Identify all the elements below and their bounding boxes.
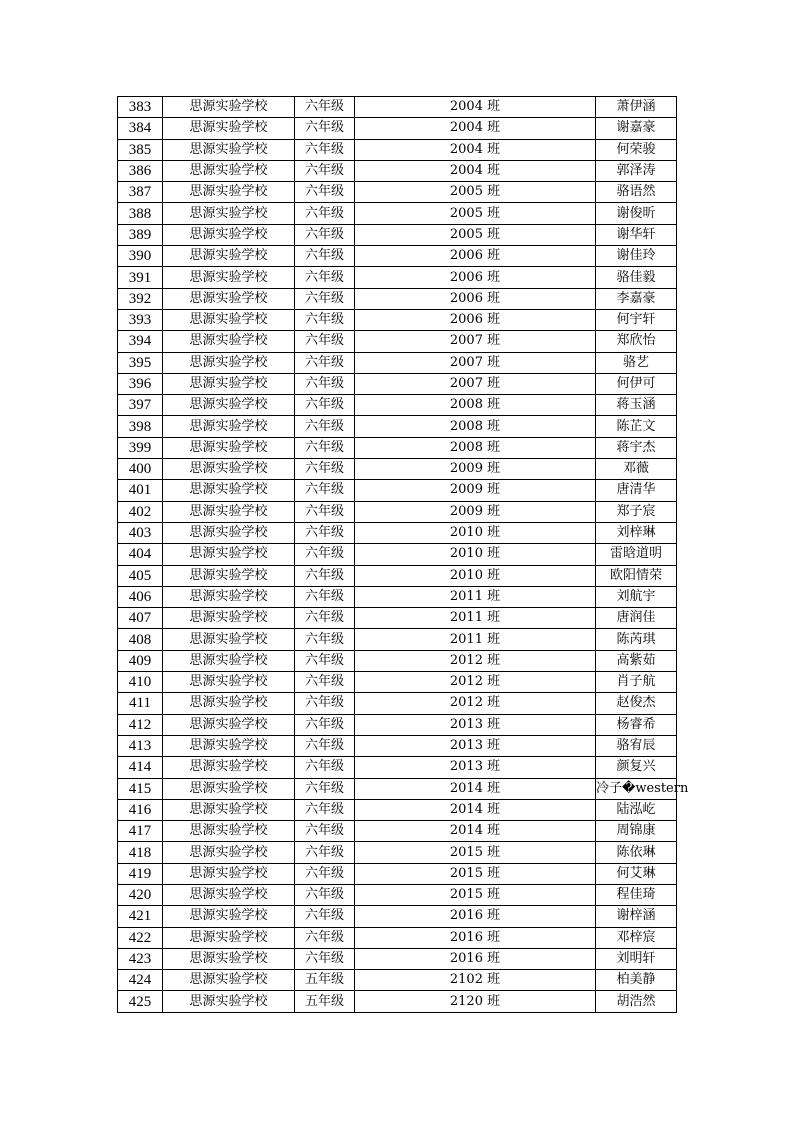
- grade-cell: 六年级: [295, 629, 355, 650]
- class-cell: 2014 班: [355, 821, 596, 842]
- grade-cell: 六年级: [295, 288, 355, 309]
- table-row: [118, 842, 677, 863]
- table-row: [118, 139, 677, 160]
- table-row: [118, 714, 677, 735]
- school-cell: 思源实验学校: [163, 459, 295, 480]
- table-row: [118, 97, 677, 118]
- student-name-cell: 骆艺: [596, 352, 677, 373]
- grade-cell: 六年级: [295, 118, 355, 139]
- student-name-cell: 何荣骏: [596, 139, 677, 160]
- table-row: [118, 373, 677, 394]
- grade-cell: 五年级: [295, 991, 355, 1012]
- school-cell: 思源实验学校: [163, 395, 295, 416]
- table-row: [118, 821, 677, 842]
- grade-cell: 六年级: [295, 586, 355, 607]
- student-name-cell: 谢佳玲: [596, 246, 677, 267]
- grade-cell: 六年级: [295, 927, 355, 948]
- class-cell: 2010 班: [355, 544, 596, 565]
- school-cell: 思源实验学校: [163, 778, 295, 799]
- student-name-cell: 冷子�western: [596, 778, 677, 799]
- table-row: [118, 672, 677, 693]
- table-row: [118, 565, 677, 586]
- class-cell: 2013 班: [355, 757, 596, 778]
- student-name-cell: 骆语然: [596, 182, 677, 203]
- class-cell: 2014 班: [355, 799, 596, 820]
- school-cell: 思源实验学校: [163, 331, 295, 352]
- row-number-cell: 392: [118, 288, 163, 309]
- grade-cell: 六年级: [295, 480, 355, 501]
- class-cell: 2009 班: [355, 501, 596, 522]
- row-number-cell: 405: [118, 565, 163, 586]
- school-cell: 思源实验学校: [163, 970, 295, 991]
- grade-cell: 六年级: [295, 331, 355, 352]
- grade-cell: 六年级: [295, 778, 355, 799]
- row-number-cell: 409: [118, 650, 163, 671]
- class-cell: 2011 班: [355, 586, 596, 607]
- school-cell: 思源实验学校: [163, 182, 295, 203]
- row-number-cell: 403: [118, 522, 163, 543]
- school-cell: 思源实验学校: [163, 544, 295, 565]
- table-row: [118, 757, 677, 778]
- school-cell: 思源实验学校: [163, 906, 295, 927]
- table-row: [118, 629, 677, 650]
- student-name-cell: 陈依琳: [596, 842, 677, 863]
- row-number-cell: 400: [118, 459, 163, 480]
- grade-cell: 六年级: [295, 821, 355, 842]
- school-cell: 思源实验学校: [163, 160, 295, 181]
- table-row: [118, 927, 677, 948]
- student-name-cell: 柏美静: [596, 970, 677, 991]
- school-cell: 思源实验学校: [163, 437, 295, 458]
- class-cell: 2016 班: [355, 948, 596, 969]
- class-cell: 2120 班: [355, 991, 596, 1012]
- class-cell: 2006 班: [355, 288, 596, 309]
- student-name-cell: 刘梓琳: [596, 522, 677, 543]
- student-name-cell: 谢俊昕: [596, 203, 677, 224]
- class-cell: 2011 班: [355, 629, 596, 650]
- row-number-cell: 388: [118, 203, 163, 224]
- table-row: [118, 309, 677, 330]
- class-cell: 2008 班: [355, 437, 596, 458]
- grade-cell: 六年级: [295, 267, 355, 288]
- table-row: [118, 544, 677, 565]
- class-cell: 2010 班: [355, 522, 596, 543]
- row-number-cell: 390: [118, 246, 163, 267]
- student-name-cell: 陈芮琪: [596, 629, 677, 650]
- school-cell: 思源实验学校: [163, 97, 295, 118]
- row-number-cell: 401: [118, 480, 163, 501]
- school-cell: 思源实验学校: [163, 373, 295, 394]
- student-name-cell: 赵俊杰: [596, 693, 677, 714]
- class-cell: 2016 班: [355, 906, 596, 927]
- class-cell: 2012 班: [355, 693, 596, 714]
- row-number-cell: 422: [118, 927, 163, 948]
- row-number-cell: 415: [118, 778, 163, 799]
- student-name-cell: 李嘉豪: [596, 288, 677, 309]
- school-cell: 思源实验学校: [163, 757, 295, 778]
- table-row: [118, 735, 677, 756]
- grade-cell: 六年级: [295, 139, 355, 160]
- student-name-cell: 郭泽涛: [596, 160, 677, 181]
- school-cell: 思源实验学校: [163, 629, 295, 650]
- grade-cell: 六年级: [295, 437, 355, 458]
- class-cell: 2004 班: [355, 97, 596, 118]
- table-row: [118, 586, 677, 607]
- row-number-cell: 410: [118, 672, 163, 693]
- row-number-cell: 384: [118, 118, 163, 139]
- student-name-cell: 何艾琳: [596, 863, 677, 884]
- school-cell: 思源实验学校: [163, 267, 295, 288]
- row-number-cell: 407: [118, 608, 163, 629]
- class-cell: 2015 班: [355, 884, 596, 905]
- class-cell: 2007 班: [355, 373, 596, 394]
- class-cell: 2008 班: [355, 395, 596, 416]
- student-name-cell: 萧伊涵: [596, 97, 677, 118]
- row-number-cell: 418: [118, 842, 163, 863]
- row-number-cell: 421: [118, 906, 163, 927]
- student-name-cell: 程佳琦: [596, 884, 677, 905]
- table-row: [118, 970, 677, 991]
- row-number-cell: 406: [118, 586, 163, 607]
- grade-cell: 六年级: [295, 459, 355, 480]
- school-cell: 思源实验学校: [163, 586, 295, 607]
- row-number-cell: 386: [118, 160, 163, 181]
- grade-cell: 五年级: [295, 970, 355, 991]
- student-name-cell: 颜复兴: [596, 757, 677, 778]
- school-cell: 思源实验学校: [163, 203, 295, 224]
- class-cell: 2010 班: [355, 565, 596, 586]
- grade-cell: 六年级: [295, 97, 355, 118]
- grade-cell: 六年级: [295, 224, 355, 245]
- school-cell: 思源实验学校: [163, 650, 295, 671]
- row-number-cell: 425: [118, 991, 163, 1012]
- table-row: [118, 650, 677, 671]
- class-cell: 2008 班: [355, 416, 596, 437]
- class-cell: 2004 班: [355, 160, 596, 181]
- row-number-cell: 417: [118, 821, 163, 842]
- table-row: [118, 863, 677, 884]
- row-number-cell: 391: [118, 267, 163, 288]
- grade-cell: 六年级: [295, 309, 355, 330]
- student-name-cell: 唐润佳: [596, 608, 677, 629]
- student-name-cell: 刘航宇: [596, 586, 677, 607]
- class-cell: 2007 班: [355, 352, 596, 373]
- school-cell: 思源实验学校: [163, 501, 295, 522]
- school-cell: 思源实验学校: [163, 608, 295, 629]
- table-row: [118, 991, 677, 1012]
- row-number-cell: 423: [118, 948, 163, 969]
- school-cell: 思源实验学校: [163, 309, 295, 330]
- student-name-cell: 邓薇: [596, 459, 677, 480]
- table-row: [118, 182, 677, 203]
- class-cell: 2013 班: [355, 714, 596, 735]
- grade-cell: 六年级: [295, 373, 355, 394]
- grade-cell: 六年级: [295, 246, 355, 267]
- student-name-cell: 邓梓宸: [596, 927, 677, 948]
- class-cell: 2014 班: [355, 778, 596, 799]
- school-cell: 思源实验学校: [163, 565, 295, 586]
- class-cell: 2009 班: [355, 459, 596, 480]
- table-row: [118, 395, 677, 416]
- student-name-cell: 雷晗道明: [596, 544, 677, 565]
- grade-cell: 六年级: [295, 395, 355, 416]
- row-number-cell: 424: [118, 970, 163, 991]
- school-cell: 思源实验学校: [163, 672, 295, 693]
- row-number-cell: 411: [118, 693, 163, 714]
- table-row: [118, 906, 677, 927]
- row-number-cell: 383: [118, 97, 163, 118]
- grade-cell: 六年级: [295, 735, 355, 756]
- table-row: [118, 693, 677, 714]
- school-cell: 思源实验学校: [163, 927, 295, 948]
- student-name-cell: 胡浩然: [596, 991, 677, 1012]
- grade-cell: 六年级: [295, 501, 355, 522]
- student-name-cell: 谢嘉豪: [596, 118, 677, 139]
- grade-cell: 六年级: [295, 672, 355, 693]
- school-cell: 思源实验学校: [163, 884, 295, 905]
- student-name-cell: 郑欣怡: [596, 331, 677, 352]
- grade-cell: 六年级: [295, 160, 355, 181]
- row-number-cell: 419: [118, 863, 163, 884]
- row-number-cell: 387: [118, 182, 163, 203]
- student-name-cell: 肖子航: [596, 672, 677, 693]
- row-number-cell: 399: [118, 437, 163, 458]
- row-number-cell: 413: [118, 735, 163, 756]
- grade-cell: 六年级: [295, 203, 355, 224]
- school-cell: 思源实验学校: [163, 821, 295, 842]
- row-number-cell: 389: [118, 224, 163, 245]
- school-cell: 思源实验学校: [163, 139, 295, 160]
- row-number-cell: 420: [118, 884, 163, 905]
- school-cell: 思源实验学校: [163, 842, 295, 863]
- student-table: [117, 96, 689, 1013]
- class-cell: 2009 班: [355, 480, 596, 501]
- row-number-cell: 397: [118, 395, 163, 416]
- class-cell: 2016 班: [355, 927, 596, 948]
- table-row: [118, 118, 677, 139]
- class-cell: 2102 班: [355, 970, 596, 991]
- school-cell: 思源实验学校: [163, 352, 295, 373]
- table-row: [118, 160, 677, 181]
- student-name-cell: 蒋宇杰: [596, 437, 677, 458]
- student-list-sheet: [117, 96, 689, 1013]
- school-cell: 思源实验学校: [163, 948, 295, 969]
- table-row: [118, 522, 677, 543]
- student-name-cell: 刘明轩: [596, 948, 677, 969]
- school-cell: 思源实验学校: [163, 288, 295, 309]
- table-row: [118, 224, 677, 245]
- school-cell: 思源实验学校: [163, 480, 295, 501]
- school-cell: 思源实验学校: [163, 863, 295, 884]
- class-cell: 2015 班: [355, 863, 596, 884]
- row-number-cell: 385: [118, 139, 163, 160]
- class-cell: 2004 班: [355, 139, 596, 160]
- class-cell: 2005 班: [355, 203, 596, 224]
- row-number-cell: 398: [118, 416, 163, 437]
- grade-cell: 六年级: [295, 522, 355, 543]
- student-name-cell: 郑子宸: [596, 501, 677, 522]
- grade-cell: 六年级: [295, 757, 355, 778]
- grade-cell: 六年级: [295, 352, 355, 373]
- student-name-cell: 杨睿希: [596, 714, 677, 735]
- class-cell: 2005 班: [355, 224, 596, 245]
- student-name-cell: 陈芷文: [596, 416, 677, 437]
- school-cell: 思源实验学校: [163, 714, 295, 735]
- row-number-cell: 414: [118, 757, 163, 778]
- table-row: [118, 501, 677, 522]
- row-number-cell: 394: [118, 331, 163, 352]
- row-number-cell: 404: [118, 544, 163, 565]
- row-number-cell: 408: [118, 629, 163, 650]
- class-cell: 2006 班: [355, 267, 596, 288]
- table-row: [118, 203, 677, 224]
- class-cell: 2012 班: [355, 672, 596, 693]
- grade-cell: 六年级: [295, 565, 355, 586]
- grade-cell: 六年级: [295, 544, 355, 565]
- school-cell: 思源实验学校: [163, 522, 295, 543]
- student-name-cell: 陆泓屹: [596, 799, 677, 820]
- class-cell: 2006 班: [355, 309, 596, 330]
- row-number-cell: 395: [118, 352, 163, 373]
- student-name-cell: 骆佳毅: [596, 267, 677, 288]
- table-row: [118, 948, 677, 969]
- school-cell: 思源实验学校: [163, 735, 295, 756]
- school-cell: 思源实验学校: [163, 118, 295, 139]
- table-row: [118, 246, 677, 267]
- class-cell: 2013 班: [355, 735, 596, 756]
- school-cell: 思源实验学校: [163, 246, 295, 267]
- grade-cell: 六年级: [295, 906, 355, 927]
- class-cell: 2006 班: [355, 246, 596, 267]
- grade-cell: 六年级: [295, 693, 355, 714]
- school-cell: 思源实验学校: [163, 224, 295, 245]
- table-row: [118, 480, 677, 501]
- table-row: [118, 352, 677, 373]
- table-row: [118, 799, 677, 820]
- grade-cell: 六年级: [295, 650, 355, 671]
- class-cell: 2007 班: [355, 331, 596, 352]
- grade-cell: 六年级: [295, 714, 355, 735]
- school-cell: 思源实验学校: [163, 799, 295, 820]
- table-row: [118, 608, 677, 629]
- class-cell: 2012 班: [355, 650, 596, 671]
- table-row: [118, 331, 677, 352]
- grade-cell: 六年级: [295, 884, 355, 905]
- student-name-cell: 高紫茹: [596, 650, 677, 671]
- class-cell: 2015 班: [355, 842, 596, 863]
- grade-cell: 六年级: [295, 948, 355, 969]
- student-name-cell: 周锦康: [596, 821, 677, 842]
- class-cell: 2005 班: [355, 182, 596, 203]
- grade-cell: 六年级: [295, 608, 355, 629]
- student-name-cell: 何伊可: [596, 373, 677, 394]
- student-name-cell: 谢梓涵: [596, 906, 677, 927]
- grade-cell: 六年级: [295, 799, 355, 820]
- row-number-cell: 393: [118, 309, 163, 330]
- school-cell: 思源实验学校: [163, 693, 295, 714]
- student-name-cell: 蒋玉涵: [596, 395, 677, 416]
- grade-cell: 六年级: [295, 863, 355, 884]
- table-row: [118, 884, 677, 905]
- row-number-cell: 402: [118, 501, 163, 522]
- student-name-cell: 骆宥辰: [596, 735, 677, 756]
- row-number-cell: 412: [118, 714, 163, 735]
- table-row: [118, 267, 677, 288]
- table-row: [118, 778, 677, 799]
- class-cell: 2011 班: [355, 608, 596, 629]
- grade-cell: 六年级: [295, 842, 355, 863]
- student-name-cell: 谢华轩: [596, 224, 677, 245]
- row-number-cell: 416: [118, 799, 163, 820]
- school-cell: 思源实验学校: [163, 991, 295, 1012]
- grade-cell: 六年级: [295, 182, 355, 203]
- table-row: [118, 288, 677, 309]
- table-row: [118, 416, 677, 437]
- table-row: [118, 437, 677, 458]
- student-table-body: [118, 97, 689, 1013]
- row-number-cell: 396: [118, 373, 163, 394]
- school-cell: 思源实验学校: [163, 416, 295, 437]
- table-row: [118, 459, 677, 480]
- student-name-cell: 何宇轩: [596, 309, 677, 330]
- class-cell: 2004 班: [355, 118, 596, 139]
- student-name-cell: 欧阳情荣: [596, 565, 677, 586]
- student-name-cell: 唐清华: [596, 480, 677, 501]
- grade-cell: 六年级: [295, 416, 355, 437]
